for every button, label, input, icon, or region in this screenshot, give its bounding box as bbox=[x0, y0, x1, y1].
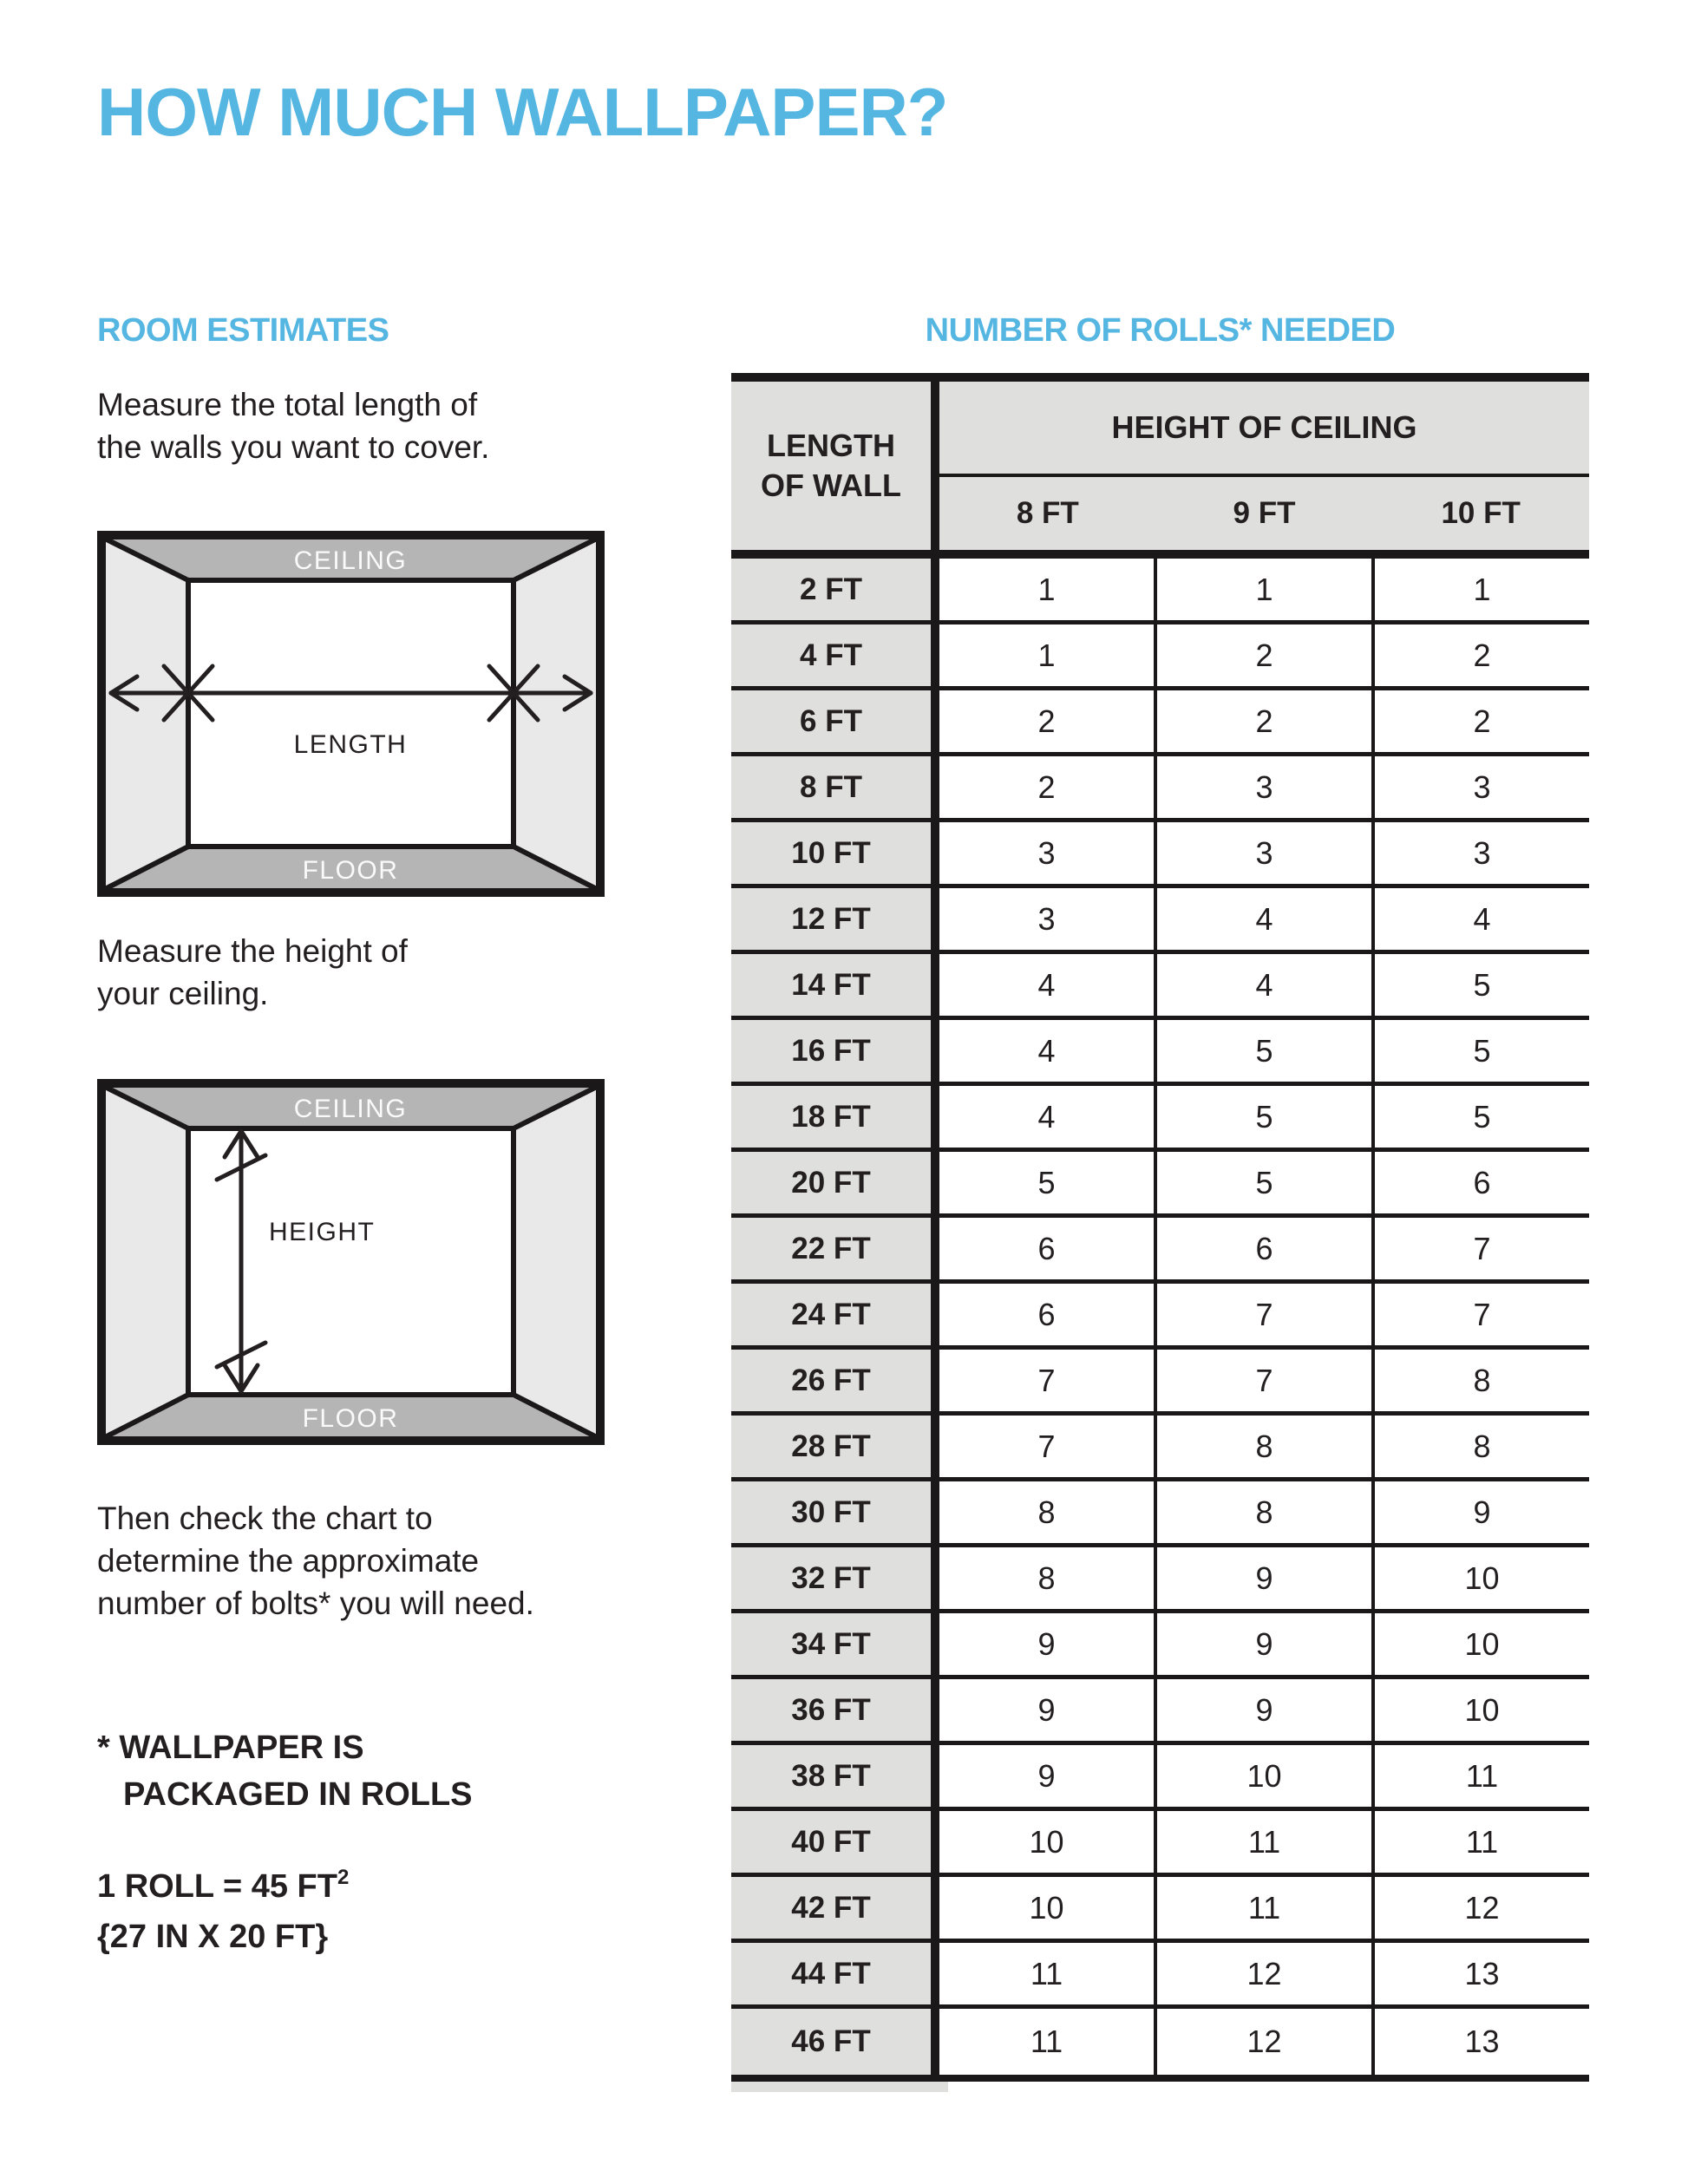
roll-count-cell: 10 bbox=[1371, 1547, 1589, 1609]
roll-count-cell: 4 bbox=[939, 1086, 1154, 1148]
roll-count-cell: 8 bbox=[939, 1547, 1154, 1609]
roll-count-cell: 4 bbox=[939, 954, 1154, 1016]
step3-line2: determine the approximate bbox=[97, 1543, 480, 1579]
roll-spec bbox=[97, 1853, 349, 1962]
step1-line2: the walls you want to cover. bbox=[97, 429, 490, 465]
row-group-label-line1: LENGTH bbox=[767, 428, 895, 463]
roll-count-cell: 7 bbox=[1154, 1350, 1371, 1411]
roll-count-cell: 3 bbox=[939, 822, 1154, 884]
column-header-8ft: 8 FT bbox=[1016, 496, 1079, 530]
step1-line1: Measure the total length of bbox=[97, 387, 478, 422]
roll-count-cell: 10 bbox=[939, 1811, 1154, 1873]
roll-count-cell: 12 bbox=[1154, 2009, 1371, 2075]
roll-count-cell: 13 bbox=[1371, 1943, 1589, 2004]
roll-count-cell: 11 bbox=[1371, 1811, 1589, 1873]
wall-length-label: 26 FT bbox=[731, 1350, 939, 1411]
height-of-ceiling-label: HEIGHT OF CEILING bbox=[939, 382, 1589, 477]
table-top-bar bbox=[731, 373, 1589, 382]
table-row bbox=[731, 1679, 1589, 1745]
roll-count-cell: 5 bbox=[1154, 1086, 1371, 1148]
room-estimates-heading: ROOM ESTIMATES bbox=[97, 312, 389, 349]
roll-count-cell: 9 bbox=[1371, 1481, 1589, 1543]
roll-count-cell: 6 bbox=[1154, 1218, 1371, 1279]
table-row bbox=[731, 1943, 1589, 2009]
ceiling-label: CEILING bbox=[293, 1095, 408, 1123]
right-wall-surface bbox=[514, 1087, 597, 1437]
roll-count-cell: 4 bbox=[1154, 954, 1371, 1016]
roll-count-cell: 5 bbox=[1371, 1020, 1589, 1082]
roll-count-cell: 1 bbox=[939, 559, 1154, 620]
step1-text bbox=[97, 383, 489, 468]
roll-count-cell: 2 bbox=[1154, 624, 1371, 686]
roll-count-cell: 2 bbox=[939, 690, 1154, 752]
table-row bbox=[731, 954, 1589, 1020]
wall-length-label: 18 FT bbox=[731, 1086, 939, 1148]
roll-count-cell: 6 bbox=[939, 1284, 1154, 1345]
roll-count-cell: 5 bbox=[1154, 1020, 1371, 1082]
roll-count-cell: 2 bbox=[939, 756, 1154, 818]
roll-count-cell: 8 bbox=[1371, 1416, 1589, 1477]
roll-count-cell: 7 bbox=[1371, 1218, 1589, 1279]
column-header-10ft: 10 FT bbox=[1441, 496, 1521, 530]
table-row bbox=[731, 690, 1589, 756]
table-bottom-strip bbox=[731, 2082, 948, 2092]
roll-count-cell: 12 bbox=[1371, 1877, 1589, 1939]
wall-length-label: 2 FT bbox=[731, 559, 939, 620]
wall-length-label: 12 FT bbox=[731, 888, 939, 950]
column-group-header bbox=[939, 382, 1589, 550]
wall-length-label: 42 FT bbox=[731, 1877, 939, 1939]
step3-line1: Then check the chart to bbox=[97, 1501, 433, 1536]
rolls-table bbox=[731, 373, 1589, 2092]
left-wall-surface bbox=[105, 1087, 188, 1437]
roll-exponent: 2 bbox=[337, 1866, 350, 1889]
roll-count-cell: 9 bbox=[939, 1745, 1154, 1807]
column-header-9ft: 9 FT bbox=[1233, 496, 1296, 530]
table-row bbox=[731, 1086, 1589, 1152]
roll-count-cell: 9 bbox=[1154, 1613, 1371, 1675]
roll-count-cell: 3 bbox=[1371, 822, 1589, 884]
roll-count-cell: 4 bbox=[1154, 888, 1371, 950]
floor-label: FLOOR bbox=[302, 1404, 399, 1433]
roll-count-cell: 11 bbox=[939, 1943, 1154, 2004]
roll-count-cell: 13 bbox=[1371, 2009, 1589, 2075]
table-row bbox=[731, 1745, 1589, 1811]
table-row bbox=[731, 1218, 1589, 1284]
wall-length-label: 44 FT bbox=[731, 1943, 939, 2004]
roll-count-cell: 8 bbox=[939, 1481, 1154, 1543]
roll-count-cell: 10 bbox=[939, 1877, 1154, 1939]
roll-count-cell: 6 bbox=[939, 1218, 1154, 1279]
roll-count-cell: 1 bbox=[1154, 559, 1371, 620]
roll-count-cell: 9 bbox=[1154, 1679, 1371, 1741]
wall-length-label: 38 FT bbox=[731, 1745, 939, 1807]
wall-length-label: 24 FT bbox=[731, 1284, 939, 1345]
table-bottom-bar bbox=[731, 2075, 1589, 2082]
wall-length-label: 22 FT bbox=[731, 1218, 939, 1279]
table-row bbox=[731, 1416, 1589, 1481]
table-row bbox=[731, 1152, 1589, 1218]
roll-count-cell: 4 bbox=[939, 1020, 1154, 1082]
table-row bbox=[731, 888, 1589, 954]
height-label: HEIGHT bbox=[269, 1218, 376, 1246]
roll-count-cell: 7 bbox=[1371, 1284, 1589, 1345]
table-row bbox=[731, 822, 1589, 888]
roll-count-cell: 8 bbox=[1371, 1350, 1589, 1411]
wall-length-label: 14 FT bbox=[731, 954, 939, 1016]
roll-count-cell: 2 bbox=[1154, 690, 1371, 752]
footnote-line1: * WALLPAPER IS bbox=[97, 1730, 364, 1766]
row-group-label-line2: OF WALL bbox=[761, 468, 901, 503]
footnote-line2: PACKAGED IN ROLLS bbox=[123, 1776, 473, 1813]
roll-count-cell: 10 bbox=[1154, 1745, 1371, 1807]
roll-count-cell: 8 bbox=[1154, 1481, 1371, 1543]
room-height-diagram bbox=[97, 1079, 605, 1445]
table-row bbox=[731, 1547, 1589, 1613]
wall-length-label: 16 FT bbox=[731, 1020, 939, 1082]
roll-equation: 1 ROLL = 45 $FT^2$ bbox=[97, 1866, 350, 1905]
table-row bbox=[731, 1284, 1589, 1350]
roll-count-cell: 11 bbox=[1154, 1877, 1371, 1939]
table-row bbox=[731, 1613, 1589, 1679]
table-header bbox=[731, 382, 1589, 550]
roll-count-cell: 3 bbox=[939, 888, 1154, 950]
roll-count-cell: 1 bbox=[1371, 559, 1589, 620]
wall-length-label: 32 FT bbox=[731, 1547, 939, 1609]
right-wall-surface bbox=[514, 539, 597, 889]
back-wall bbox=[188, 580, 514, 847]
roll-count-cell: 11 bbox=[939, 2009, 1154, 2075]
step2-line2: your ceiling. bbox=[97, 976, 269, 1011]
table-row bbox=[731, 1020, 1589, 1086]
wall-length-label: 40 FT bbox=[731, 1811, 939, 1873]
roll-count-cell: 10 bbox=[1371, 1613, 1589, 1675]
room-length-diagram bbox=[97, 531, 605, 897]
roll-count-cell: 3 bbox=[1371, 756, 1589, 818]
roll-count-cell: 3 bbox=[1154, 822, 1371, 884]
roll-count-cell: 1 bbox=[939, 624, 1154, 686]
rolls-needed-heading: NUMBER OF ROLLS* NEEDED bbox=[925, 312, 1396, 349]
roll-count-cell: 8 bbox=[1154, 1416, 1371, 1477]
roll-count-cell: 12 bbox=[1154, 1943, 1371, 2004]
roll-count-cell: 5 bbox=[1371, 1086, 1589, 1148]
table-row bbox=[731, 756, 1589, 822]
roll-count-cell: 10 bbox=[1371, 1679, 1589, 1741]
table-row bbox=[731, 2009, 1589, 2075]
wall-length-label: 8 FT bbox=[731, 756, 939, 818]
roll-count-cell: 2 bbox=[1371, 624, 1589, 686]
roll-count-cell: 7 bbox=[939, 1350, 1154, 1411]
wall-length-label: 28 FT bbox=[731, 1416, 939, 1477]
roll-count-cell: 9 bbox=[1154, 1547, 1371, 1609]
page-title: HOW MUCH WALLPAPER? bbox=[97, 74, 948, 150]
roll-count-cell: 6 bbox=[1371, 1152, 1589, 1213]
ceiling-height-columns bbox=[939, 477, 1589, 550]
table-row bbox=[731, 1811, 1589, 1877]
table-row bbox=[731, 1350, 1589, 1416]
length-label: LENGTH bbox=[293, 730, 408, 759]
step2-line1: Measure the height of bbox=[97, 933, 408, 969]
step3-text bbox=[97, 1497, 534, 1625]
ceiling-label: CEILING bbox=[293, 546, 408, 575]
wall-length-label: 10 FT bbox=[731, 822, 939, 884]
floor-label: FLOOR bbox=[302, 856, 399, 885]
table-header-divider-bar bbox=[731, 550, 1589, 559]
wall-length-label: 20 FT bbox=[731, 1152, 939, 1213]
roll-dimensions: {27 IN X 20 FT} bbox=[97, 1919, 329, 1955]
roll-count-cell: 11 bbox=[1371, 1745, 1589, 1807]
row-group-header bbox=[731, 382, 939, 550]
step2-text bbox=[97, 930, 408, 1015]
roll-count-cell: 7 bbox=[1154, 1284, 1371, 1345]
roll-count-cell: 5 bbox=[1371, 954, 1589, 1016]
wall-length-label: 4 FT bbox=[731, 624, 939, 686]
roll-count-cell: 4 bbox=[1371, 888, 1589, 950]
left-wall-surface bbox=[105, 539, 188, 889]
roll-count-cell: 5 bbox=[939, 1152, 1154, 1213]
table-row bbox=[731, 1481, 1589, 1547]
roll-count-cell: 7 bbox=[939, 1416, 1154, 1477]
wall-length-label: 34 FT bbox=[731, 1613, 939, 1675]
rolls-footnote bbox=[97, 1724, 473, 1818]
wall-length-label: 46 FT bbox=[731, 2009, 939, 2075]
table-row bbox=[731, 1877, 1589, 1943]
table-row bbox=[731, 559, 1589, 624]
step3-line3: number of bolts* you will need. bbox=[97, 1586, 534, 1621]
roll-count-cell: 3 bbox=[1154, 756, 1371, 818]
table-row bbox=[731, 624, 1589, 690]
roll-count-cell: 11 bbox=[1154, 1811, 1371, 1873]
wall-length-label: 30 FT bbox=[731, 1481, 939, 1543]
wall-length-label: 6 FT bbox=[731, 690, 939, 752]
roll-count-cell: 9 bbox=[939, 1613, 1154, 1675]
wall-length-label: 36 FT bbox=[731, 1679, 939, 1741]
roll-count-cell: 9 bbox=[939, 1679, 1154, 1741]
roll-count-cell: 2 bbox=[1371, 690, 1589, 752]
roll-count-cell: 5 bbox=[1154, 1152, 1371, 1213]
table-body bbox=[731, 559, 1589, 2075]
